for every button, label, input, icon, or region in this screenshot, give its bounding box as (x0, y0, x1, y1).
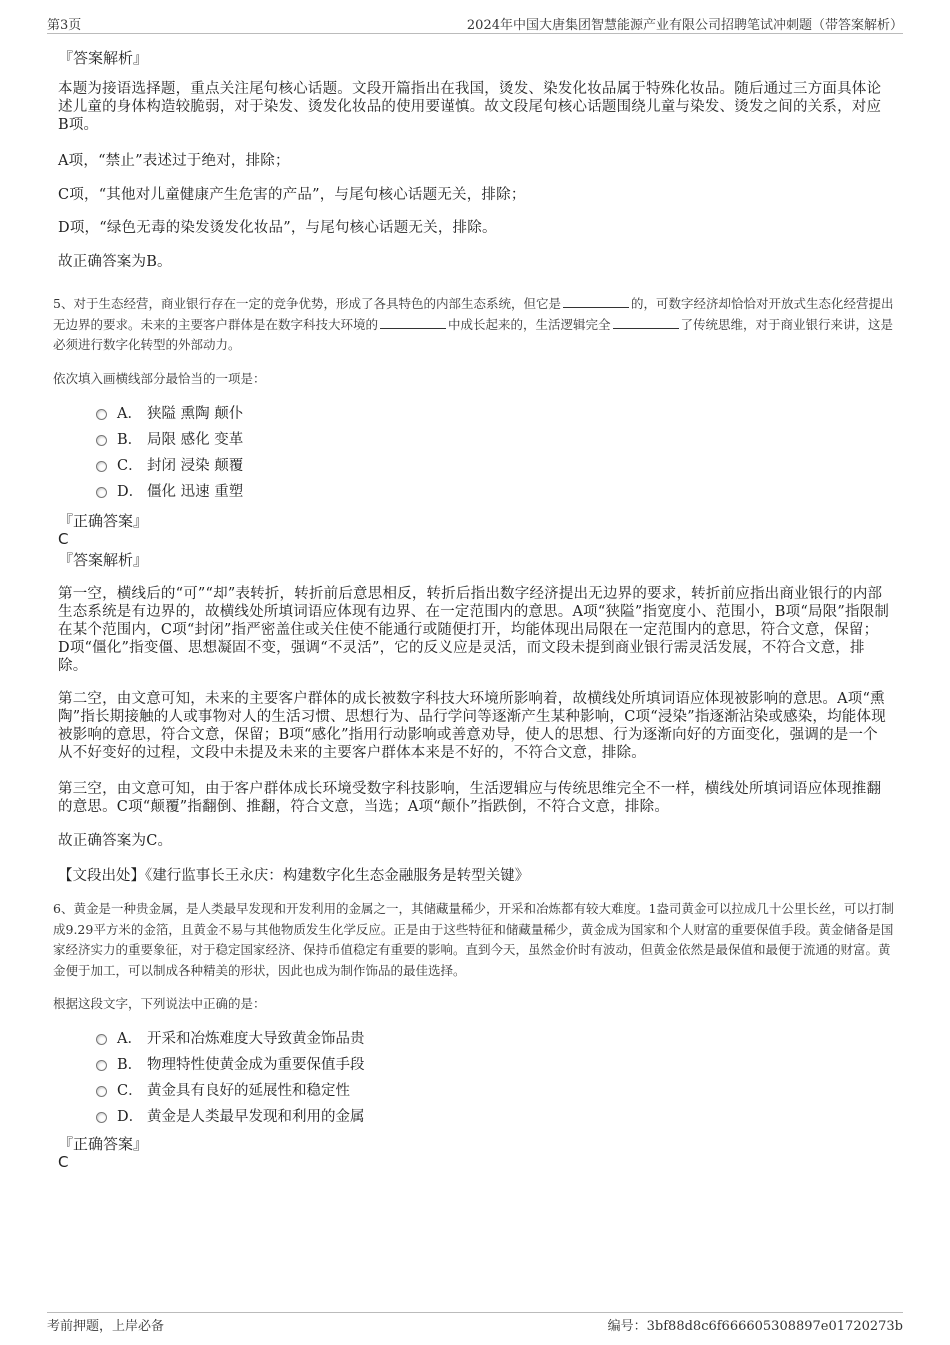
q5-correct-label: 『正确答案』 (58, 512, 149, 530)
q6-prompt: 根据这段文字，下列说法中正确的是： (53, 996, 266, 1011)
q5-prompt: 依次填入画横线部分最恰当的一项是： (53, 371, 266, 386)
q5-option-a[interactable]: A． 狭隘 熏陶 颠仆 (96, 405, 243, 423)
q4-analysis-label: 『答案解析』 (58, 49, 149, 67)
radio-icon[interactable] (96, 1034, 107, 1045)
radio-icon[interactable] (96, 1086, 107, 1097)
q5-stem: 5、对于生态经营，商业银行存在一定的竞争优势，形成了各具特色的内部生态系统，但它是 的，可数字经济却恰恰对开放式生态化经营提出无边界的要求。未来的主要客户群体是在数字科技大环境的 中成长起来的，生活逻辑完全 了传统思维，对于商业银行来讲，这是必须进行数字化转型的外部动力。 (53, 296, 894, 352)
radio-icon[interactable] (96, 435, 107, 446)
q4-analysis-para: A项，“禁止”表述过于绝对，排除； (58, 153, 290, 169)
radio-icon[interactable] (96, 461, 107, 472)
q5-analysis-label: 『答案解析』 (58, 551, 149, 569)
q6-stem: 6、黄金是一种贵金属，是人类最早发现和开发利用的金属之一，其储藏量稀少，开采和冶炼都有较大难度。1盎司黄金可以拉成几十公里长丝，可以打制成9.29平方米的金箔，且黄金不易与其他物质发生化学反应。正是由于这些特征和储藏量稀少，黄金成为国家和个人财富的重要保值手段。黄金储备是国家经济实力的重要象征，对于稳定国家经济、保持币值稳定有重要的影响。直到今天，虽然金价时有波动，但黄金依然是最保值和最便于流通的财富。黄金便于加工，可以制成各种精美的形状，因此也成为制作饰品的最佳选择。 (53, 901, 894, 978)
q5-option-b[interactable]: B． 局限 感化 变革 (96, 431, 243, 449)
q5-option-d[interactable]: D． 僵化 迅速 重塑 (96, 483, 243, 501)
fill-blank-2 (380, 317, 446, 329)
page-header (47, 14, 903, 34)
source-label: 【文段出处】 (58, 868, 145, 884)
q6-option-c[interactable]: C． 黄金具有良好的延展性和稳定性 (96, 1082, 350, 1100)
fill-blank-1 (563, 296, 629, 308)
q6-correct-answer: C (58, 1153, 69, 1171)
q5-source (58, 864, 529, 885)
radio-icon[interactable] (96, 487, 107, 498)
q5-analysis-para: 故正确答案为C。 (58, 833, 173, 849)
page-number: 第3页 (47, 18, 82, 33)
q6-option-a[interactable]: A． 开采和冶炼难度大导致黄金饰品贵 (96, 1030, 365, 1048)
q4-analysis-para: D项，“绿色无毒的染发烫发化妆品”，与尾句核心话题无关，排除。 (58, 220, 497, 236)
fill-blank-3 (613, 317, 679, 329)
footer-slogan: 考前押题，上岸必备 (47, 1319, 165, 1334)
page-footer (47, 1312, 903, 1334)
q6-option-d[interactable]: D． 黄金是人类最早发现和利用的金属 (96, 1108, 365, 1126)
q4-analysis-para: C项，“其他对儿童健康产生危害的产品”，与尾句核心话题无关，排除； (58, 187, 526, 203)
q5-analysis-para: 第一空，横线后的“可”“却”表转折，转折前后意思相反，转折后指出数字经济提出无边界的要求，转折前应指出商业银行的内部生态系统是有边界的，故横线处所填词语应体现有边界、在一定范围内的意思。A项“狭隘”指宽度小、范围小，B项“局限”指限制在某个范围内，C项“封闭”指严密盖住或关住使不能通行或随便打开，均能体现出局限在一定范围内的意思，符合文意，保留；D项“僵化”指变僵、思想凝固不变，强调“不灵活”，它的反义应是灵活，而文段未提到商业银行需灵活发展，不符合文意，排除。 (58, 586, 890, 674)
document-code: 编号：3bf88d8c6f666605308897e01720273b (607, 1319, 903, 1334)
radio-icon[interactable] (96, 409, 107, 420)
q4-analysis-para: 故正确答案为B。 (58, 254, 172, 270)
source-text: 《建行监事长王永庆：构建数字化生态金融服务是转型关键》 (145, 868, 530, 884)
q6-correct-label: 『正确答案』 (58, 1135, 149, 1153)
radio-icon[interactable] (96, 1112, 107, 1123)
q5-analysis-para: 第二空，由文意可知，未来的主要客户群体的成长被数字科技大环境所影响着，故横线处所填词语应体现被影响的意思。A项“熏陶”指长期接触的人或事物对人的生活习惯、思想行为、品行学问等逐渐产生某种影响，C项“浸染”指逐渐沾染或感染，均能体现被影响的意思，符合文意，保留；B项“感化”指用行动影响或善意劝导，使人的思想、行为逐渐向好的方面变化，强调的是一个从不好变好的过程，文段中未提及未来的主要客户群体本来是不好的，不符合文意，排除。 (58, 691, 886, 761)
radio-icon[interactable] (96, 1060, 107, 1071)
q5-correct-answer: C (58, 530, 69, 548)
document-title: 2024年中国大唐集团智慧能源产业有限公司招聘笔试冲刺题（带答案解析） (466, 18, 903, 33)
q5-option-c[interactable]: C． 封闭 浸染 颠覆 (96, 457, 243, 475)
q4-analysis-para: 本题为接语选择题，重点关注尾句核心话题。文段开篇指出在我国，烫发、染发化妆品属于特殊化妆品。随后通过三方面具体论述儿童的身体构造较脆弱，对于染发、烫发化妆品的使用要谨慎。故文段尾句核心话题围绕儿童与染发、烫发之间的关系，对应B项。 (58, 81, 882, 133)
q5-analysis-para: 第三空，由文意可知，由于客户群体成长环境受数字科技影响，生活逻辑应与传统思维完全不一样，横线处所填词语应体现推翻的意思。C项“颠覆”指翻倒、推翻，符合文意，当选；A项“颠仆”指跌倒，不符合文意，排除。 (58, 781, 882, 815)
q6-option-b[interactable]: B． 物理特性使黄金成为重要保值手段 (96, 1056, 365, 1074)
